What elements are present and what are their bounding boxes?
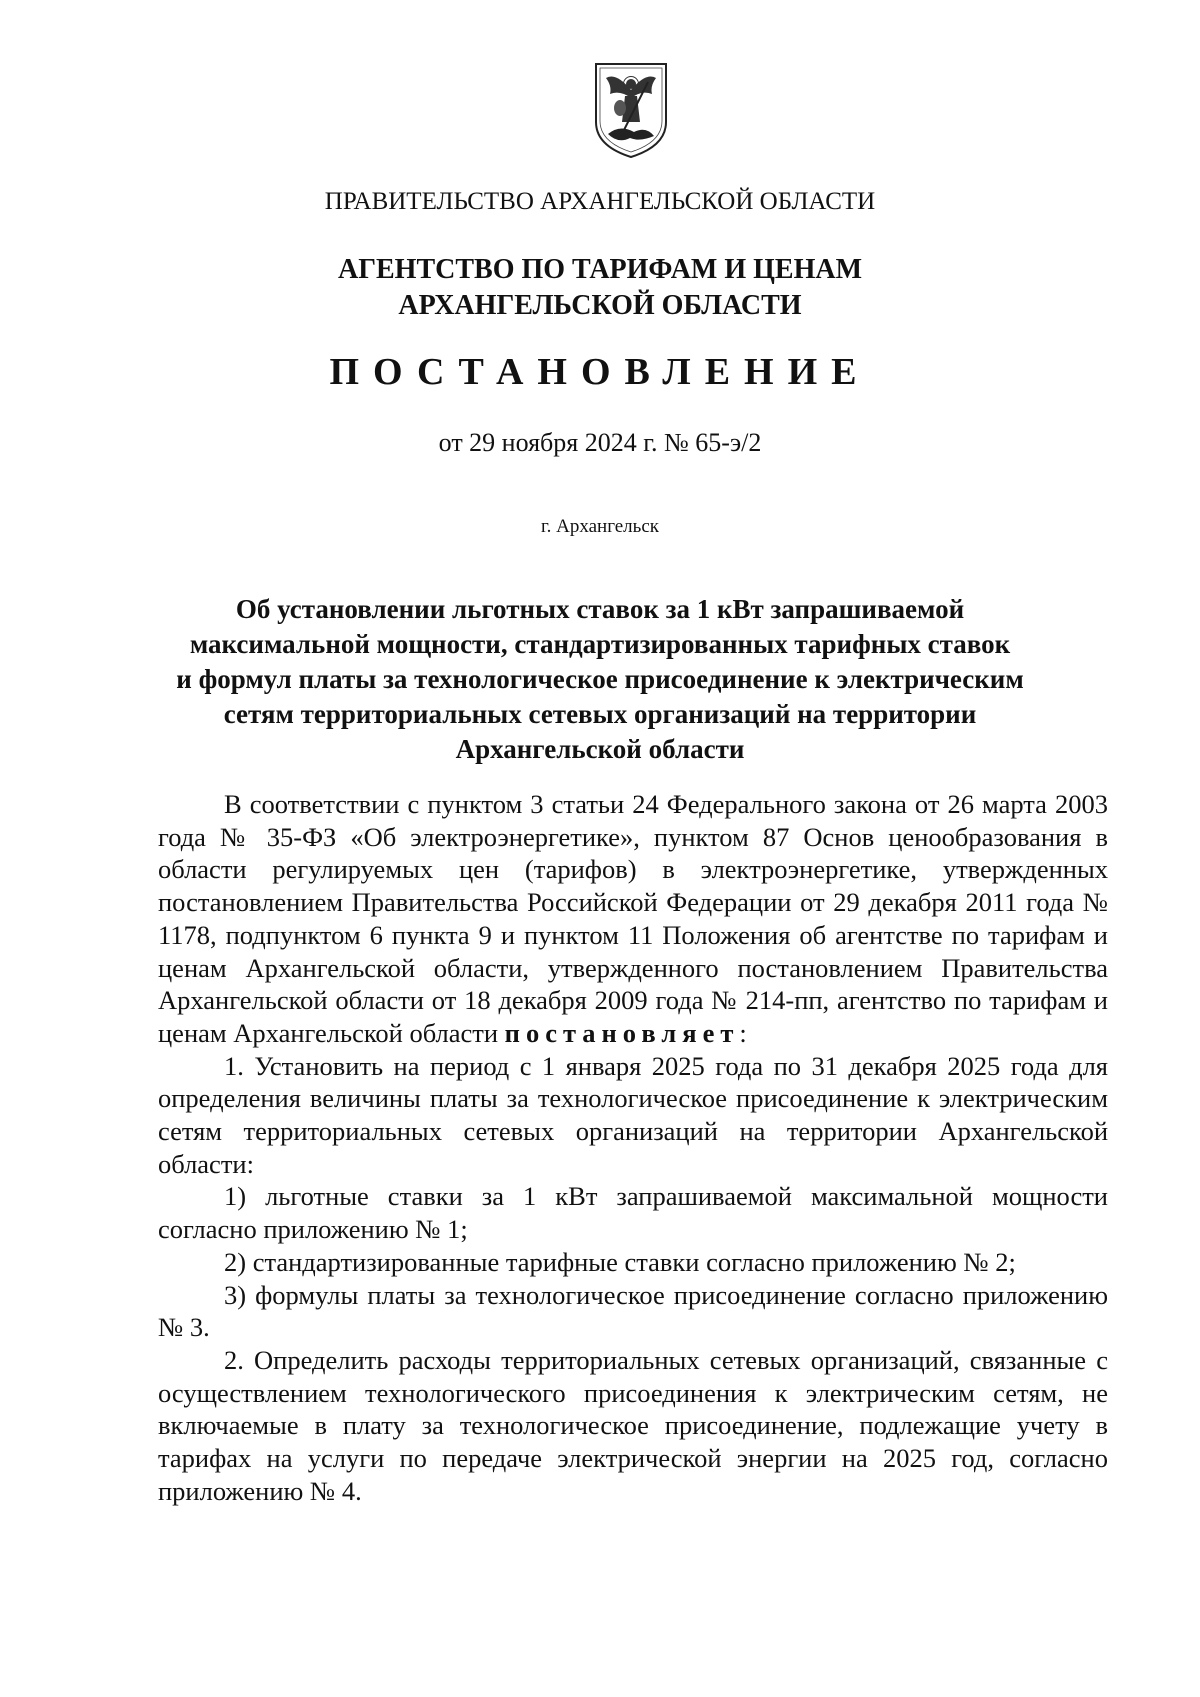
coat-of-arms-icon (590, 60, 672, 160)
item-1-2-paragraph: 2) стандартизированные тарифные ставки согласно приложению № 2; (224, 1246, 1016, 1277)
document-title-line5: Архангельской области (455, 734, 745, 764)
document-title-line2: максимальной мощности, стандартизированных тарифных ставок (189, 629, 1011, 659)
document-title (0, 592, 1200, 767)
document-type: ПОСТАНОВЛЕНИЕ (329, 351, 871, 393)
agency-name (0, 252, 1200, 324)
item-2-paragraph: 2. Определить расходы территориальных сетевых организаций, связанные с осуществлением технологического присоединения к электрическим сетям, не включаемые в плату за технологическое присоединение, подлежащие учету в тарифах на услуги по передаче электрической энергии на 2025 год, согласно приложению № 4. (158, 1344, 1108, 1506)
item-1-1-paragraph: 1) льготные ставки за 1 кВт запрашиваемой максимальной мощности согласно приложению № 1; (158, 1181, 1108, 1245)
item-1-3-paragraph: 3) формулы платы за технологическое присоединение согласно приложению № 3. (158, 1279, 1108, 1343)
document-title-line4: сетям территориальных сетевых организаций на территории (223, 699, 977, 729)
item-1-paragraph: 1. Установить на период с 1 января 2025 года по 31 декабря 2025 года для определения величины платы за технологическое присоединение к электрическим сетям территориальных сетевых организаций на территории Архангельской области: (158, 1050, 1108, 1179)
preamble-text: В соответствии с пунктом 3 статьи 24 Федерального закона от 26 марта 2003 года № 35-ФЗ «Об электроэнергетике», пунктом 87 Основ ценообразования в области регулируемых цен (тарифов) в электроэнергетике, утвержденных постановлением Правительства Российской Федерации от 29 декабря 2011 года № 1178, подпунктом 6 пункта 9 и пунктом 11 Положения об агентстве по тарифам и ценам Архангельской области, утвержденного постановлением Правительства Архангельской области от 18 декабря 2009 года № 214-пп, агентство по тарифам и ценам Архангельской области (158, 789, 1108, 1048)
government-name: ПРАВИТЕЛЬСТВО АРХАНГЕЛЬСКОЙ ОБЛАСТИ (324, 188, 876, 215)
agency-name-line2: АРХАНГЕЛЬСКОЙ ОБЛАСТИ (398, 290, 802, 321)
decree-colon: : (739, 1017, 747, 1048)
document-city: г. Архангельск (540, 516, 659, 537)
document-body (158, 788, 1108, 1507)
document-date-number: от 29 ноября 2024 г. № 65-э/2 (438, 428, 762, 457)
preamble-paragraph (158, 788, 1108, 1050)
decree-word: постановляет (504, 1017, 740, 1048)
document-title-line1: Об установлении льготных ставок за 1 кВт запрашиваемой (235, 594, 965, 624)
document-title-line3: и формул платы за технологическое присоединение к электрическим (176, 664, 1024, 694)
agency-name-line1: АГЕНТСТВО ПО ТАРИФАМ И ЦЕНАМ (337, 254, 863, 285)
